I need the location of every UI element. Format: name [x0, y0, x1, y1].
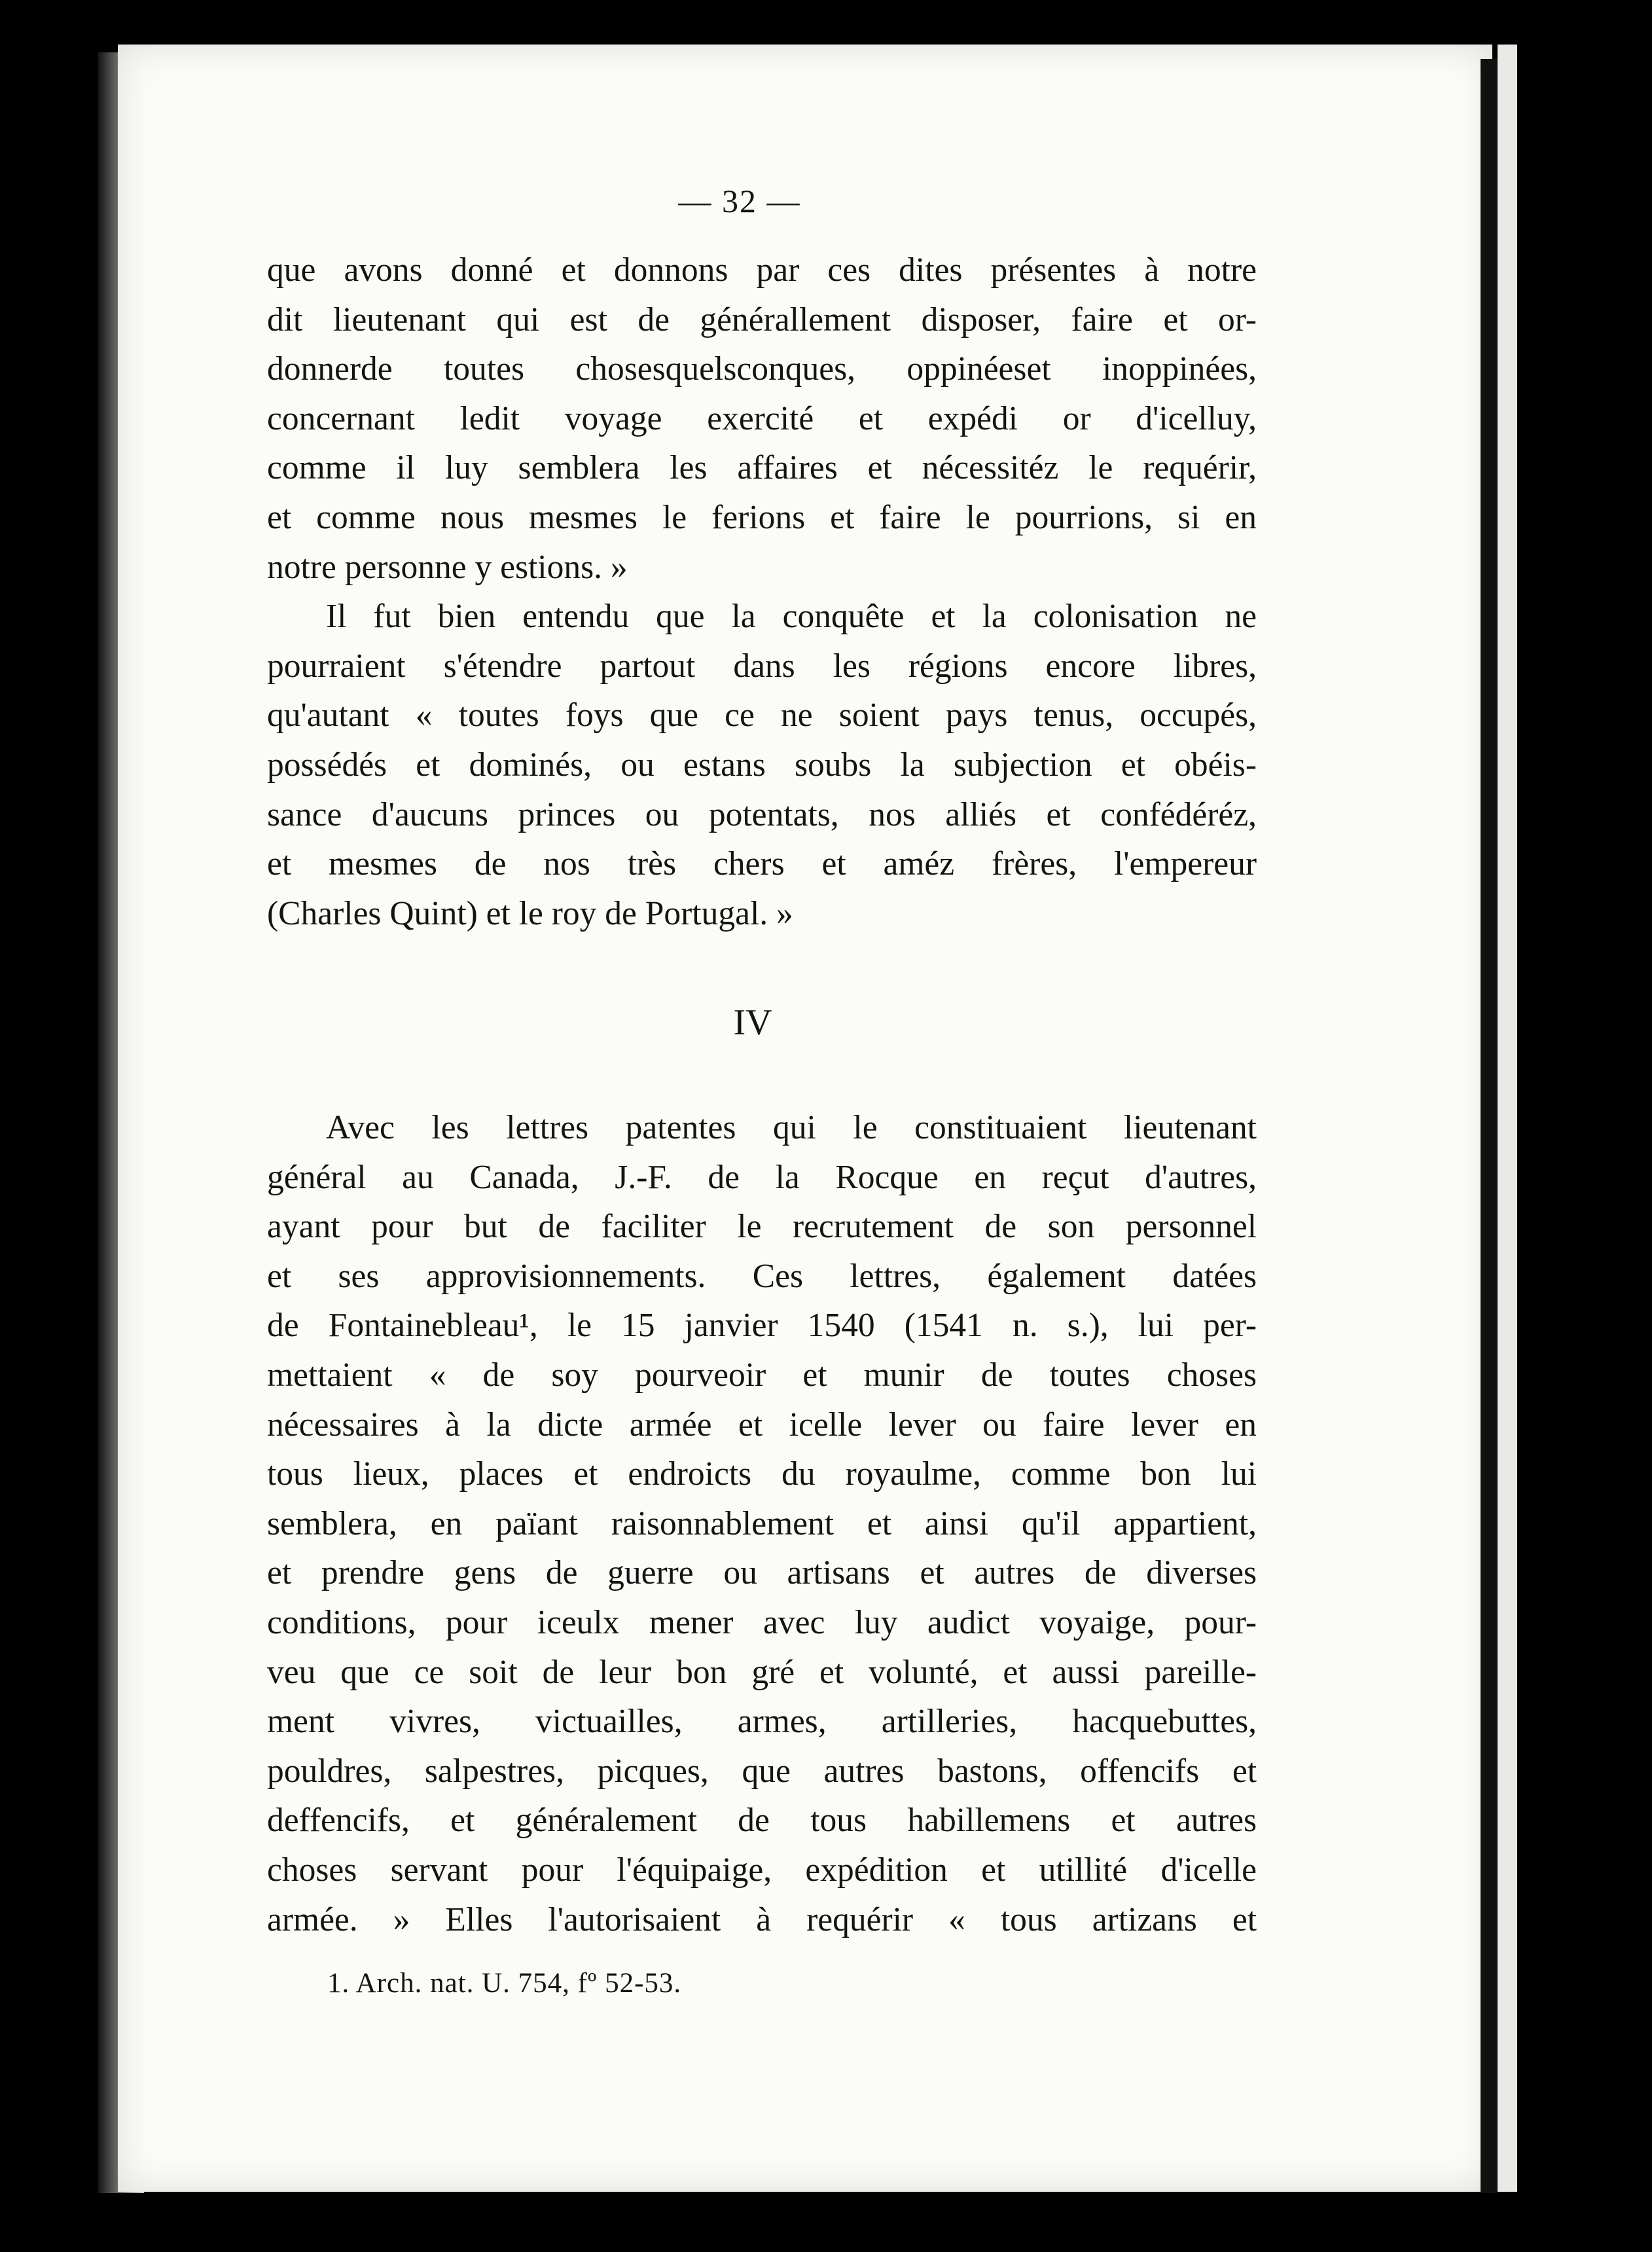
text-line: ment vivres, victuailles, armes, artilleries, hacquebuttes,: [267, 1703, 1257, 1741]
text-line: semblera, en païant raisonnablement et ainsi qu'il appartient,: [267, 1504, 1257, 1542]
text-line: conditions, pour iceulx mener avec luy audict voyaige, pour-: [267, 1603, 1257, 1641]
text-line: et ses approvisionnements. Ces lettres, également datées: [267, 1257, 1257, 1295]
text-line: Il fut bien entendu que la conquête et la colonisation ne: [326, 598, 1257, 636]
paragraph-3: [267, 1103, 1257, 1944]
text-line: général au Canada, J.-F. de la Rocque en reçut d'autres,: [267, 1158, 1257, 1196]
gutter-rule: [1481, 59, 1498, 2193]
text-line: donnerde toutes chosesquelsconques, oppinéeset inoppinées,: [267, 350, 1257, 388]
text-line: et comme nous mesmes le ferions et faire le pourrions, si en: [267, 498, 1257, 536]
text-line: et prendre gens de guerre ou artisans et autres de diverses: [267, 1554, 1257, 1592]
text-line: comme il luy semblera les affaires et nécessitéz le requérir,: [267, 449, 1257, 487]
text-line: tous lieux, places et endroicts du royaulme, comme bon lui: [267, 1455, 1257, 1493]
text-line: nécessaires à la dicte armée et icelle lever ou faire lever en: [267, 1406, 1257, 1444]
text-block-bottom: [267, 1103, 1257, 1944]
text-line: notre personne y estions. »: [267, 548, 628, 586]
paragraph-1: [267, 245, 1257, 592]
paragraph-2: [267, 592, 1257, 938]
text-line: pourraient s'étendre partout dans les régions encore libres,: [267, 647, 1257, 685]
text-line: qu'autant « toutes foys que ce ne soient pays tenus, occupés,: [267, 697, 1257, 735]
text-line: concernant ledit voyage exercité et expédi or d'icelluy,: [267, 399, 1257, 437]
text-line: (Charles Quint) et le roy de Portugal. »: [267, 894, 793, 932]
text-line: dit lieutenant qui est de générallement disposer, faire et or-: [267, 300, 1257, 338]
text-line: pouldres, salpestres, picques, que autres bastons, offencifs et: [267, 1752, 1257, 1790]
text-line: veu que ce soit de leur bon gré et volunté, et aussi pareille-: [267, 1653, 1257, 1691]
section-heading: IV: [733, 1002, 772, 1043]
text-line: ayant pour but de faciliter le recrutement de son personnel: [267, 1208, 1257, 1246]
text-line: Avec les lettres patentes qui le constituaient lieutenant: [326, 1109, 1257, 1146]
footnote: 1. Arch. nat. U. 754, fº 52-53.: [327, 1968, 682, 1999]
text-line: deffencifs, et généralement de tous habillemens et autres: [267, 1802, 1257, 1840]
text-line: et mesmes de nos très chers et améz frères, l'empereur: [267, 845, 1257, 883]
text-line: que avons donné et donnons par ces dites présentes à notre: [267, 251, 1257, 289]
text-line: de Fontainebleau¹, le 15 janvier 1540 (1541 n. s.), lui per-: [267, 1307, 1257, 1345]
text-line: choses servant pour l'équipaige, expédition et utillité d'icelle: [267, 1851, 1257, 1889]
text-line: mettaient « de soy pourveoir et munir de toutes choses: [267, 1356, 1257, 1394]
text-line: sance d'aucuns princes ou potentats, nos alliés et confédéréz,: [267, 795, 1257, 833]
text-line: armée. » Elles l'autorisaient à requérir « tous artizans et: [267, 1900, 1257, 1938]
text-block-top: [267, 245, 1257, 938]
adjacent-page-edge: [1498, 45, 1517, 2192]
text-line: possédés et dominés, ou estans soubs la subjection et obéis-: [267, 746, 1257, 784]
page-number: — 32 —: [678, 183, 801, 219]
